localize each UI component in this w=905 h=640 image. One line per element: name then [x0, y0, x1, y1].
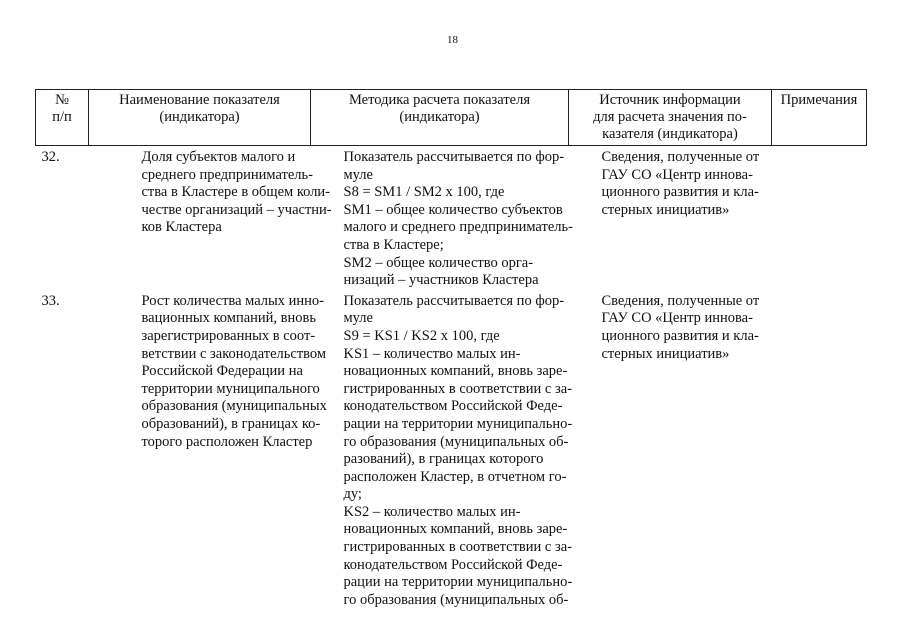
table-header-row	[36, 90, 867, 146]
indicator-name: Доля субъектов малого и среднего предприниматель- ства в Кластере в общем коли- честве организаций – участни- ков Кластера	[141, 149, 332, 236]
row-number: 33.	[41, 292, 60, 309]
information-source: Сведения, полученные от ГАУ СО «Центр иннова- ционного развития и кла- стерных инициатив»	[601, 292, 760, 362]
header-information-source: Источник информации для расчета значения по- казателя (индикатора)	[569, 90, 772, 146]
header-calculation-method: Методика расчета показателя (индикатора)	[311, 90, 569, 146]
header-number: № п/п	[36, 90, 89, 146]
information-source: Сведения, полученные от ГАУ СО «Центр иннова- ционного развития и кла- стерных инициатив»	[601, 149, 760, 218]
header-notes: Примечания	[772, 90, 867, 146]
indicator-name: Рост количества малых инно- вационных компаний, вновь зарегистрированных в соот- ветствии с законодательством Российской Федерации на территории муниципального образования (муниципальных образований), в границах ко- торого расположен Кластер	[141, 292, 327, 450]
row-number: 32.	[41, 149, 60, 165]
calculation-method: Показатель рассчитывается по фор- муле S9 = KS1 / KS2 x 100, где KS1 – количество малых ин- новационных компаний, вновь заре- гистрированных в соответствии с за- конодательством Российской Феде- рации на территории муниципально- го образования (муниципальных об- разований), в границах которого расположен Кластер, в отчетном го- ду; KS2 – количество малых ин- новационных компаний, вновь заре- гистрированных в соответствии с за- конодательством Российской Феде- рации на территории муниципально- го образования (муниципальных об-	[343, 292, 573, 608]
calculation-method: Показатель рассчитывается по фор- муле S8 = SM1 / SM2 x 100, где SM1 – общее количество субъектов малого и среднего предприниматель- ства в Кластере; SM2 – общее количество орга- низаций – участников Кластера	[343, 149, 573, 289]
notes	[772, 290, 867, 610]
table-row	[36, 146, 867, 290]
notes	[772, 146, 867, 290]
page-number: 18	[447, 34, 458, 46]
indicator-table	[35, 89, 867, 609]
table-row	[36, 290, 867, 610]
header-indicator-name: Наименование показателя (индикатора)	[89, 90, 311, 146]
